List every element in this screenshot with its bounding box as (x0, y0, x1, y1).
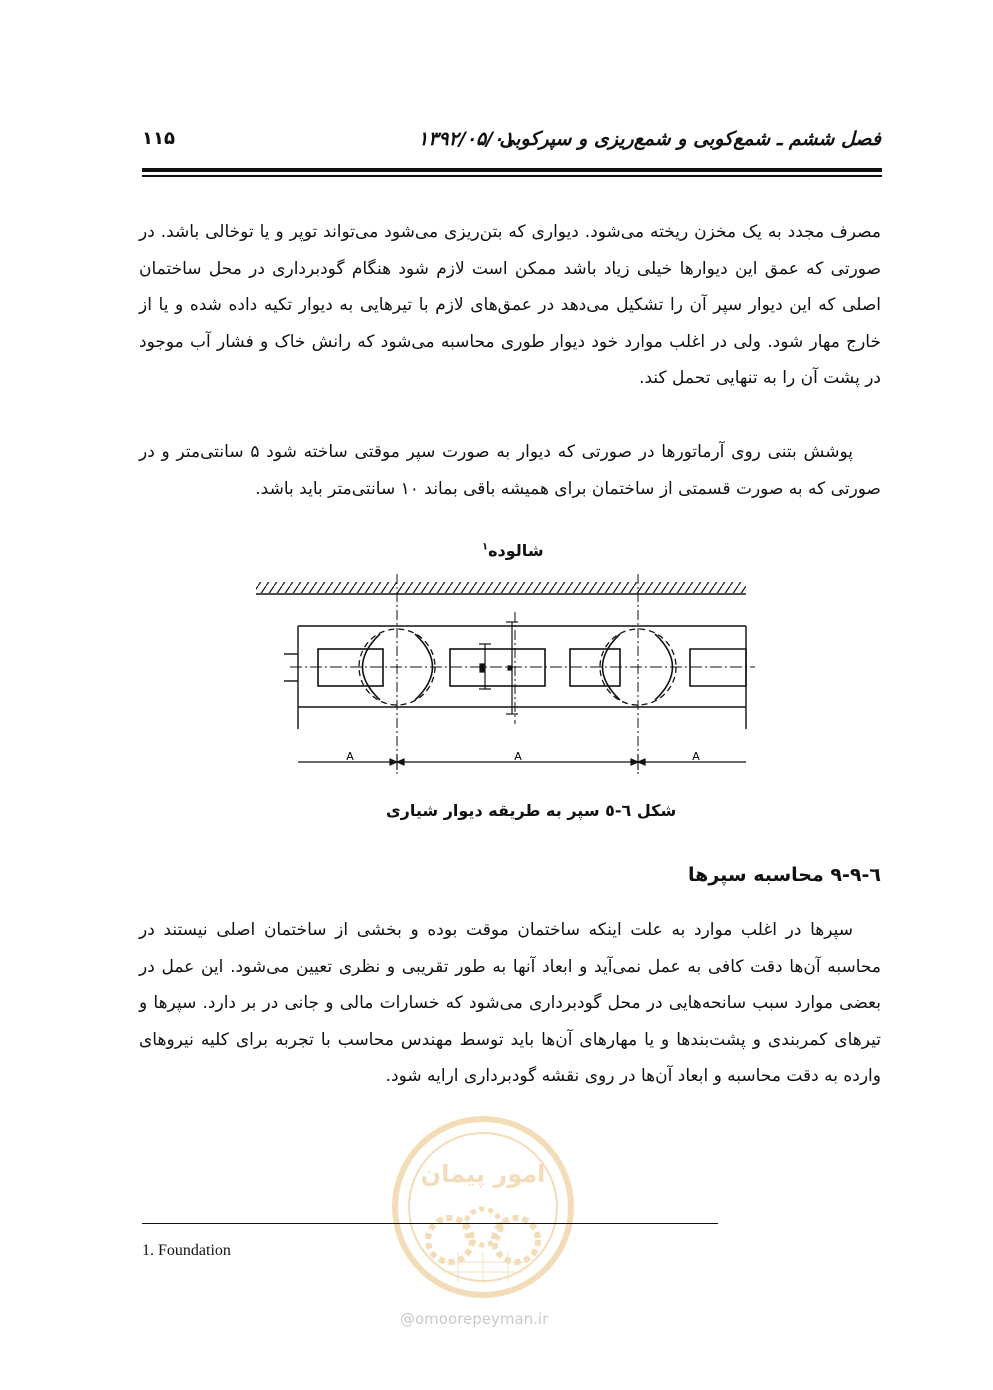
figure-caption: شکل ٦-٥ سپر به طریقه دیوار شیاری (386, 801, 677, 820)
watermark-url: @omoorepeyman.ir (400, 1310, 549, 1328)
center-lines (397, 574, 638, 774)
paragraph-2 (139, 434, 881, 507)
chapter-title: فصل ششم ـ شمع‌کوبی و شمع‌ریزی و سپرکوبی (499, 128, 881, 150)
paragraph-1: مصرف مجدد به یک مخزن ریخته می‌شود. دیواری که بتن‌ریزی می‌شود می‌تواند توپر و یا توخالی باشد. در صورتی که عمق این دیوارها خیلی زیاد باشد ممکن است لازم شود هنگام گودبرداری در محل ساختمان اصلی که این دیوار سپر آن را تشکیل می‌دهد در عمق‌های لازم با تیرهایی به دیوار تکیه داده شده و یا از خارج مهار شود. ولی در اغلب موارد خود دیوار طوری محاسبه می‌شود که رانش خاک و فشار آب موجود در پشت آن را به تنهایی تحمل کند. (139, 222, 881, 388)
slurry-wall-diagram (250, 574, 760, 779)
dimension-label-left: A (346, 750, 354, 763)
header-rule-thin (142, 175, 882, 177)
watermark-logo (388, 1112, 578, 1302)
page-number: ۱۱۵ (142, 128, 175, 149)
watermark-logo-text: امور پیمان (420, 1160, 546, 1188)
footnote-marker: ۱ (482, 541, 489, 553)
ground-hatch (256, 582, 746, 594)
paragraph-3-text: سپرها در اغلب موارد به علت اینکه ساختمان موقت بوده و بخشی از ساختمان اصلی نیستند در محاسبه آن‌ها دقت کافی به عمل نمی‌آید و ابعاد آنها به طور تقریبی و نظری تعیین می‌شود. این عمل در بعضی موارد سبب سانحه‌هایی در محل گودبرداری می‌شود که خسارات مالی و جانی در بر دارد. سپرها و تیرهای کمربندی و پشت‌بندها و یا مهارهای آن‌ها باید توسط مهندس محاسب با تجربه برای کلیه نیروهای وارده به دقت محاسبه و ابعاد آن‌ها در روی نقشه گودبرداری ارایه شود. (139, 920, 881, 1086)
footnote: 1. Foundation (142, 1242, 231, 1259)
panel-dimension (479, 622, 518, 714)
figure-label-text: شالوده (488, 541, 544, 560)
header-date: ۱۳۹۲/۰۵/۰۱ (418, 128, 514, 150)
dimension-line (298, 754, 746, 770)
figure-label (482, 541, 544, 560)
header-rule-thick (142, 168, 882, 172)
paragraph-3 (139, 912, 881, 1095)
dimension-label-right: A (692, 750, 700, 763)
footnote-rule (142, 1223, 718, 1224)
section-heading: ٦-٩-٩ محاسبه سپرها (688, 864, 881, 886)
paragraph-2-text: پوشش بتنی روی آرماتورها در صورتی که دیوار به صورت سپر موقتی ساخته شود ۵ سانتی‌متر و در صورتی که به صورت قسمتی از ساختمان برای همیشه باقی بماند ۱۰ سانتی‌متر باید باشد. (139, 442, 881, 499)
dimension-label-middle: A (514, 750, 522, 763)
